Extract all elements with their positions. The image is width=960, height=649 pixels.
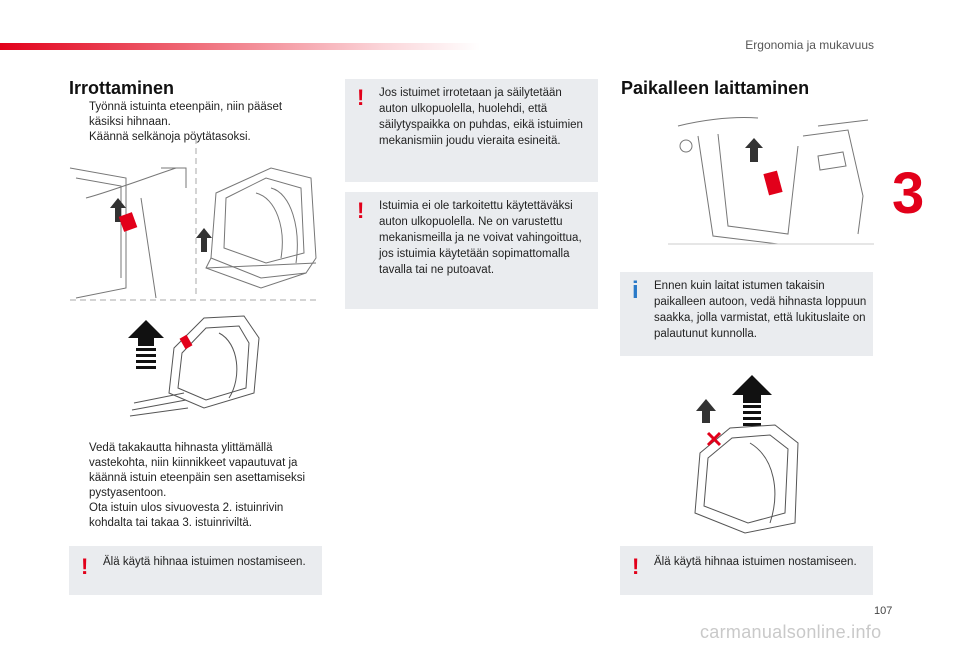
- info-box: [620, 272, 873, 356]
- list-item: Työnnä istuinta eteenpäin, niin pääset käsiksi hihnaan.: [89, 101, 283, 128]
- usage-warning-box: [345, 192, 598, 309]
- list-item: Ota istuin ulos sivuovesta 2. istuinrivin kohdalta tai takaa 3. istuinriviltä.: [89, 502, 284, 529]
- section-title: Ergonomia ja mukavuus: [745, 38, 874, 52]
- seat-install-illustration: [690, 373, 810, 535]
- warning-icon: !: [357, 198, 365, 223]
- header-accent-bar: [0, 43, 480, 50]
- warning-icon: !: [357, 85, 365, 110]
- storage-warning-text: Jos istuimet irrotetaan ja säilytetään auton ulkopuolella, huolehdi, että säilytyspaikka on puhdas, eikä istuimien mekanismiin joudu vieraita esineitä.: [379, 87, 583, 147]
- warning-icon: !: [632, 554, 640, 579]
- storage-warning-box: [345, 79, 598, 182]
- chapter-number: 3: [892, 161, 925, 226]
- page-number: 107: [874, 605, 893, 617]
- watermark: carmanualsonline.info: [700, 622, 882, 642]
- info-icon: i: [632, 277, 639, 304]
- installation-title: Paikalleen laittaminen: [621, 78, 810, 98]
- removal-title: Irrottaminen: [69, 78, 175, 98]
- usage-warning-text: Istuimia ei ole tarkoitettu käytettäväksi auton ulkopuolella. Ne on varustettu mekanismeilla ja ne voivat vahingoittua, jos istuimia käytetään sopimattomalla tavalla tai ne putoavat.: [379, 200, 582, 276]
- seat-lift-illustration: [124, 308, 264, 420]
- left-warning-box: [69, 546, 322, 595]
- info-text: Ennen kuin laitat istumen takaisin paikalleen autoon, vedä hihnasta loppuun saakka, jolla varmistat, että lukituslaite on palautunut kunnolla.: [654, 280, 867, 340]
- list-item: Vedä takakautta hihnasta ylittämällä vastekohta, niin kiinnikkeet vapautuvat ja käännä istuin eteenpäin sen asettamiseksi pystyasentoon.: [89, 442, 306, 499]
- seat-strap-illustration: [66, 138, 322, 308]
- list-item: Käännä selkänoja pöytätasoksi.: [89, 131, 251, 143]
- right-warning-text: Älä käytä hihnaa istuimen nostamiseen.: [654, 556, 857, 568]
- left-warning-text: Älä käytä hihnaa istuimen nostamiseen.: [103, 556, 306, 568]
- warning-icon: !: [81, 554, 89, 579]
- right-warning-box: [620, 546, 873, 595]
- seat-anchor-illustration: [668, 116, 874, 248]
- removal-steps-bottom: [69, 441, 322, 531]
